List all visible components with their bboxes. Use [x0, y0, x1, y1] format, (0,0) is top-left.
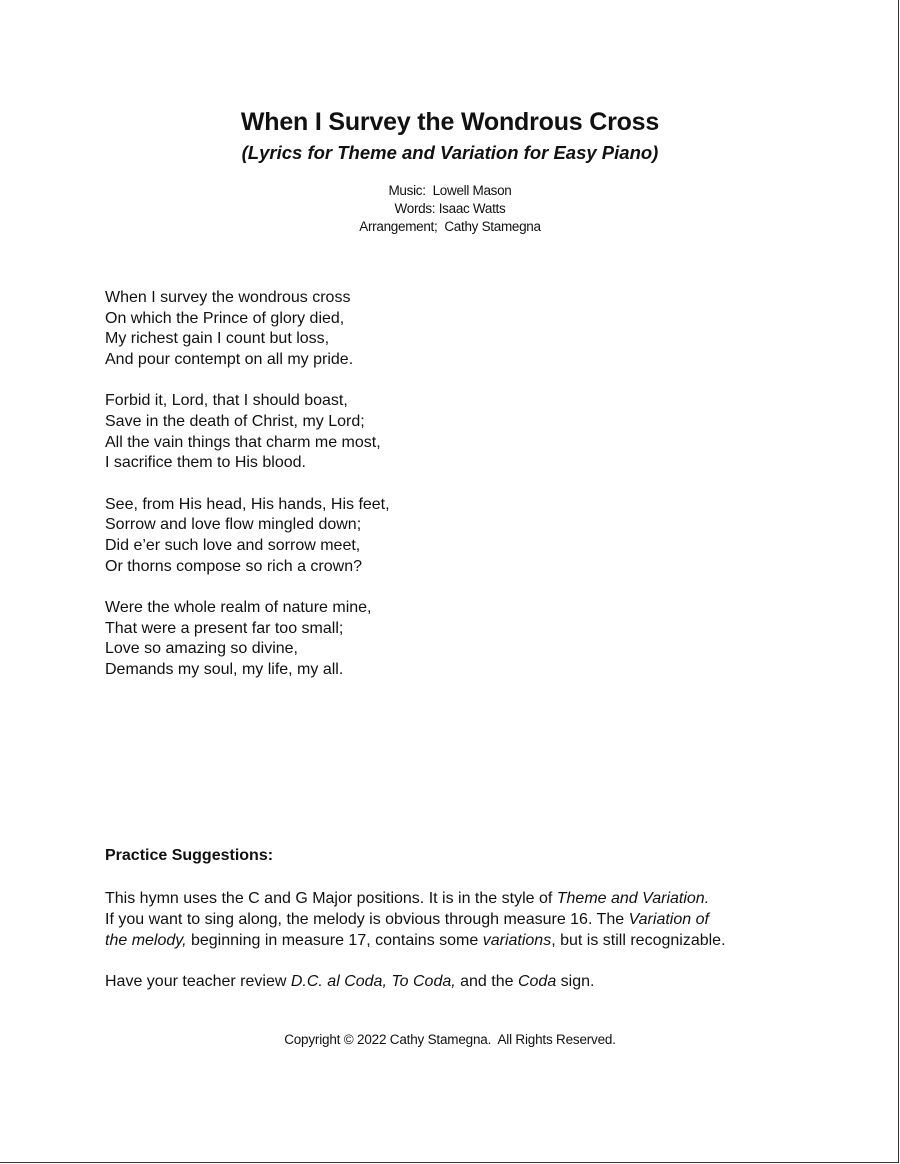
- practice-emphasis: Variation of: [628, 911, 709, 928]
- lyric-line: Demands my soul, my life, my all.: [105, 660, 344, 678]
- practice-line-2: [105, 909, 805, 930]
- practice-emphasis: the melody,: [105, 932, 187, 949]
- practice-line-3: [105, 930, 805, 951]
- credit-arrangement: Arrangement; Cathy Stamegna: [359, 219, 541, 234]
- credits: [0, 182, 900, 236]
- lyrics-stanza-2: [105, 391, 390, 473]
- lyric-line: See, from His head, His hands, His feet,: [105, 495, 390, 513]
- lyric-line: And pour contempt on all my pride.: [105, 350, 354, 368]
- page-subtitle: (Lyrics for Theme and Variation for Easy Piano): [241, 142, 659, 163]
- practice-text: sign.: [556, 973, 595, 990]
- lyric-line: Forbid it, Lord, that I should boast,: [105, 392, 348, 410]
- practice-text: beginning in measure 17, contains some: [186, 932, 483, 949]
- copyright: Copyright © 2022 Cathy Stamegna. All Rights Reserved.: [284, 1032, 616, 1047]
- practice-text: If you want to sing along, the melody is obvious through measure 16. The: [105, 911, 629, 928]
- lyric-line: When I survey the wondrous cross: [105, 289, 351, 306]
- lyrics-stanza-4: [105, 598, 390, 680]
- paragraph-gap: [105, 951, 805, 971]
- lyrics: [105, 288, 390, 702]
- lyrics-stanza-3: [105, 495, 390, 577]
- practice-line-1: [105, 888, 805, 909]
- practice-emphasis: variations: [482, 932, 552, 949]
- practice-text: This hymn uses the C and G Major positions. It is in the style of: [105, 890, 557, 907]
- lyric-line: Love so amazing so divine,: [105, 640, 298, 658]
- lyric-line: My richest gain I count but loss,: [105, 330, 330, 348]
- lyric-line: Did e’er such love and sorrow meet,: [105, 536, 361, 554]
- practice-text: , but is still recognizable.: [551, 932, 726, 949]
- practice-emphasis: Coda: [517, 973, 557, 990]
- practice-text: Have your teacher review: [105, 973, 291, 990]
- lyric-line: Sorrow and love flow mingled down;: [105, 516, 362, 534]
- lyric-line: Save in the death of Christ, my Lord;: [105, 412, 365, 430]
- lyrics-stanza-1: [105, 288, 390, 370]
- practice-text: and the: [455, 973, 518, 990]
- lyric-line: Were the whole realm of nature mine,: [105, 599, 372, 617]
- practice-heading: Practice Suggestions:: [105, 847, 274, 864]
- lyric-line: Or thorns compose so rich a crown?: [105, 557, 362, 575]
- practice-line-4: [105, 971, 805, 992]
- credit-words: Words: Isaac Watts: [394, 201, 506, 216]
- practice-emphasis: Theme and Variation.: [556, 890, 710, 907]
- practice-body: [105, 888, 805, 992]
- credit-music: Music: Lowell Mason: [388, 183, 512, 198]
- lyric-line: That were a present far too small;: [105, 619, 344, 637]
- practice-emphasis: D.C. al Coda, To Coda,: [290, 973, 456, 990]
- lyric-line: All the vain things that charm me most,: [105, 433, 381, 451]
- page-title: When I Survey the Wondrous Cross: [240, 108, 660, 136]
- lyric-line: I sacrifice them to His blood.: [105, 454, 306, 472]
- lyric-line: On which the Prince of glory died,: [105, 309, 345, 327]
